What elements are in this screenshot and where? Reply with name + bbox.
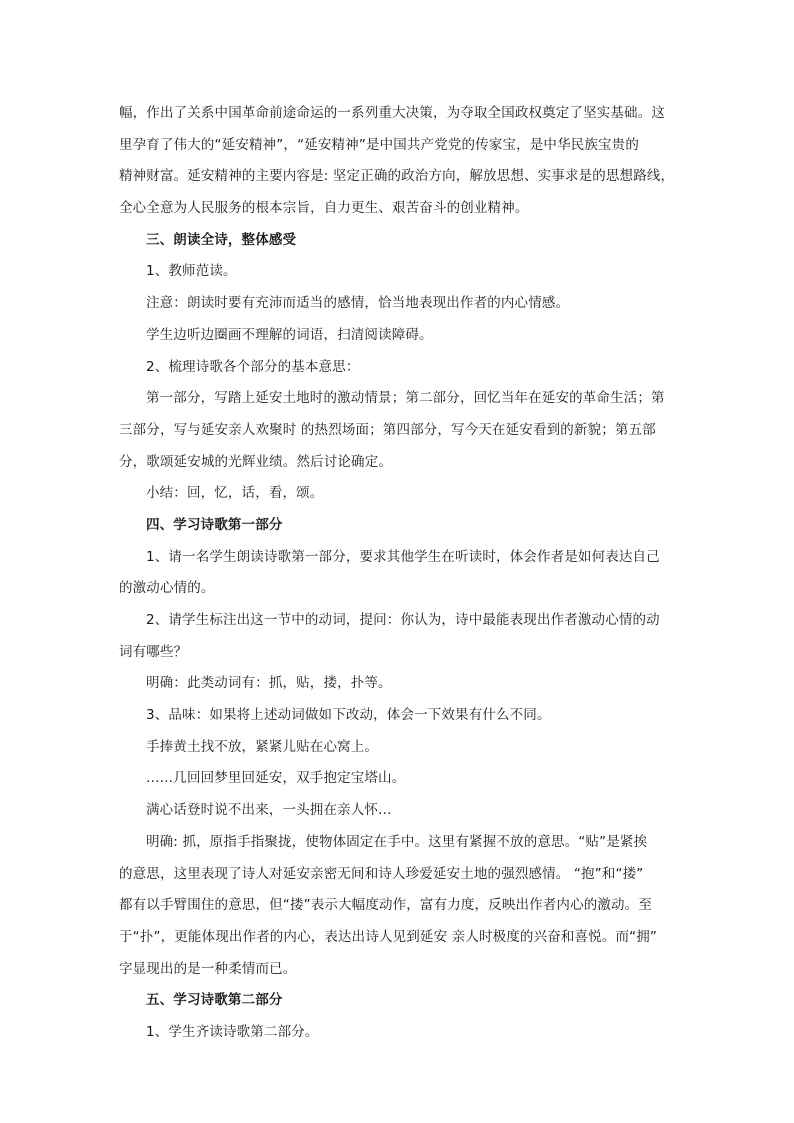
- paragraph-line: 于“扑”，更能体现出作者的内心，表达出诗人见到延安 亲人时极度的兴奋和喜悦。而“拥”: [119, 928, 658, 945]
- paragraph-line: 小结：回，忆，话，看，颂。: [146, 485, 324, 502]
- section-heading: 三、朗读全诗，整体感受: [146, 231, 297, 248]
- paragraph-line: 明确：此类动词有：抓，贴，搂，扑等。: [146, 675, 392, 692]
- paragraph-line: 都有以手臂围住的意思，但“搂”表示大幅度动作，富有力度，反映出作者内心的激动。至: [119, 897, 652, 914]
- paragraph-line: 3、品味：如果将上述动词做如下改动，体会一下效果有什么不同。: [146, 707, 551, 724]
- document-body: [119, 98, 677, 1049]
- paragraph-line: 1、教师范读。: [146, 263, 237, 280]
- paragraph-line: 全心全意为人民服务的根本宗旨，自力更生、艰苦奋斗的创业精神。: [119, 200, 529, 217]
- paragraph-line: 学生边听边圈画不理解的词语，扫清阅读障碍。: [146, 326, 433, 343]
- paragraph-line: 幅，作出了关系中国革命前途命运的一系列重大决策，为夺取全国政权奠定了坚实基础。这: [119, 105, 665, 121]
- paragraph-line: 里孕育了伟大的“延安精神”，“延安精神”是中国共产党党的传家宝，是中华民族宝贵的: [119, 136, 639, 153]
- section-heading: 四、学习诗歌第一部分: [146, 516, 283, 533]
- paragraph-line: 词有哪些？: [119, 643, 188, 660]
- paragraph-line: 的激动心情的。: [119, 580, 215, 597]
- section-heading: 五、学习诗歌第二部分: [146, 992, 283, 1009]
- paragraph-line: 第一部分，写踏上延安土地时的激动情景；第二部分，回忆当年在延安的革命生活；第: [146, 390, 665, 407]
- paragraph-line: 三部分，写与延安亲人欢聚时 的热烈场面；第四部分，写今天在延安看到的新貌；第五部: [119, 421, 656, 438]
- paragraph-line: 满心话登时说不出来，一头拥在亲人怀…: [146, 802, 392, 819]
- paragraph-line: 1、请一名学生朗读诗歌第一部分，要求其他学生在听读时，体会作者是如何表达自己: [146, 548, 660, 565]
- paragraph-line: 分，歌颂延安城的光辉业绩。然后讨论确定。: [119, 453, 392, 470]
- paragraph-line: 注意：朗读时要有充沛而适当的感情，恰当地表现出作者的内心情感。: [146, 295, 570, 312]
- paragraph-line: 1、学生齐读诗歌第二部分。: [146, 1023, 319, 1040]
- paragraph-line: 2、请学生标注出这一节中的动词，提问：你认为，诗中最能表现出作者激动心情的动: [146, 612, 660, 628]
- paragraph-line: ……几回回梦里回延安，双手抱定宝塔山。: [146, 770, 406, 787]
- paragraph-line: 手捧黄土找不放，紧紧儿贴在心窝上。: [146, 738, 379, 755]
- paragraph-line: 明确: 抓，原指手指聚拢，使物体固定在手中。这里有紧握不放的意思。“贴”是紧挨: [146, 833, 648, 850]
- paragraph-line: 的意思，这里表现了诗人对延安亲密无间和诗人珍爱延安土地的强烈感情。 “抱”和“搂”: [119, 865, 644, 882]
- paragraph-line: 字显现出的是一种柔情而已。: [119, 960, 297, 977]
- paragraph-line: 精神财富。延安精神的主要内容是: 坚定正确的政治方向，解放思想、实事求是的思想路线，: [119, 168, 675, 185]
- paragraph-line: 2、梳理诗歌各个部分的基本意思：: [146, 358, 360, 375]
